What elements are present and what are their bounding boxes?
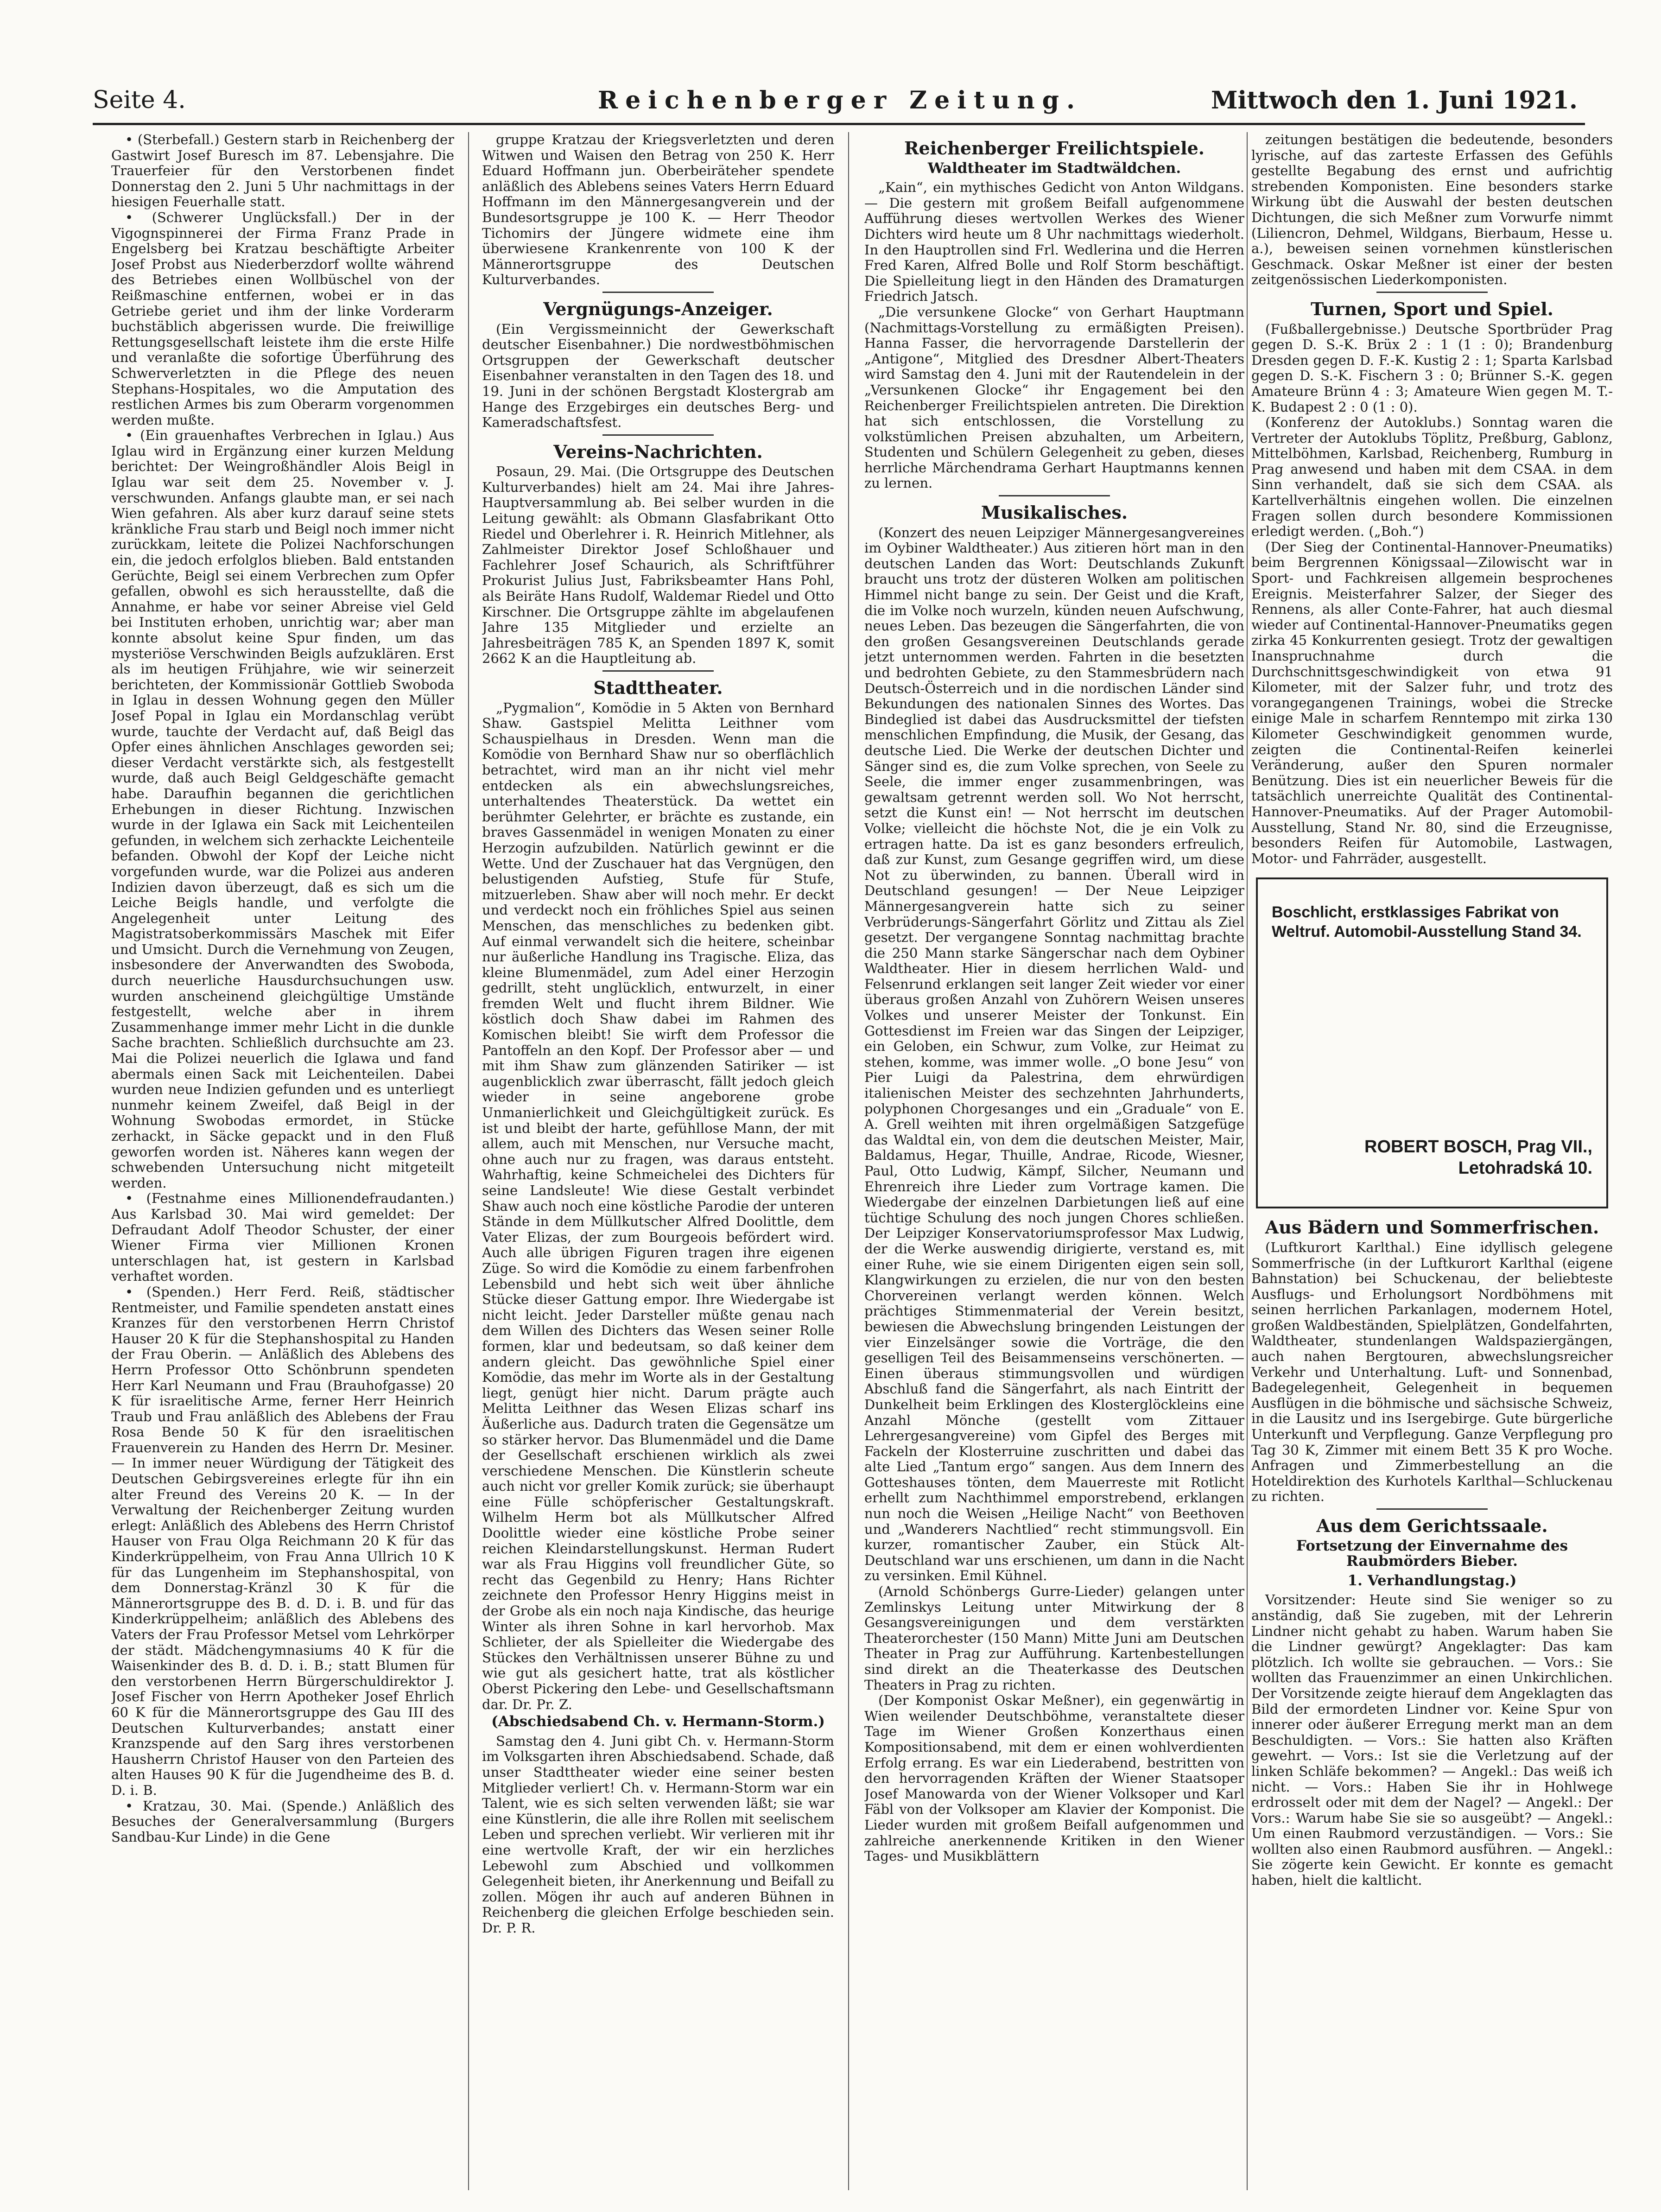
section-rule (1376, 1508, 1488, 1510)
article-continental: (Der Sieg der Continental-Hannover-Pneumatiks) beim Bergrennen Königssaal—Zilowischt war in Sport- und Fachkreisen allgemein besprochenes Ereignis. Meisterfahrer Salzer, der Sieger des Rennens, als aller Conte-Fahrer, hat auch diesmal wieder auf Continental-Hannover-Pneumatiks gegen zirka 45 Konkurrenten gesiegt. Trotz der gewaltigen Inanspruchnahme durch die Durchschnittsgeschwindigkeit von etwa 91 Kilometer, mit der Salzer fuhr, und trotz des vorangegangenen Trainings, wobei die Strecke einige Male in scharfem Renntempo mit zirka 130 Kilometer Geschwindigkeit genommen wurde, zeigten die Continental-Reifen keinerlei Veränderung, außer den Spuren normaler Benützung. Dies ist ein neuerlicher Beweis für die tatsächlich unerreichte Qualität des Continental-Hannover-Pneumatiks. Auf der Prager Automobil-Ausstellung, Stand Nr. 80, sind die Erzeugnisse, besonders Reifen für Automobile, Lastwagen, Motor- und Fahrräder, ausgestellt. (1251, 539, 1613, 866)
page-number: Seite 4. (93, 86, 186, 114)
article-versunkene-glocke: „Die versunkene Glocke“ von Gerhart Hauptmann (Nachmittags-Vorstellung zu ermäßigten Preisen). Hanna Fasser, die hervorragende Darstellerin der „Antigone“, Mitglied des Dresdner Albert-Theaters wird Samstag den 4. Juni mit der Rautendelein in der „Versunkenen Glocke“ ihr Engagement bei den Reichenberger Freilichtspielen antreten. Die Direktion hat sich entschlossen, die Vorstellung zu volkstümlichen Preisen abzuhalten, um Arbeitern, Studenten und Schülern Gelegenheit zu geben, dieses herrliche Märchendrama Gerhart Hauptmanns kennen zu lernen. (864, 304, 1244, 491)
article-autoklubs: (Konferenz der Autoklubs.) Sonntag waren die Vertreter der Autoklubs Töplitz, Preßburg, Gablonz, Mittelböhmen, Karlsbad, Reichenberg, Rumburg in Prag anwesend und haben mit dem CSAA. in dem Sinn verhandelt, daß sie sich dem CSAA. als Kartellverhältnis eingehen wollen. Die einzelnen Fragen sollen durch besondere Kommissionen erledigt werden. („Boh.“) (1251, 414, 1613, 540)
page-header (0, 83, 1661, 121)
section-heading-stadttheater: Stadttheater. (593, 677, 723, 698)
article-verbrechen-iglau: • (Ein grauenhaftes Verbrechen in Iglau.) Aus Iglau wird in Ergänzung einer kurzen Meldung berichtet: Der Weingroßhändler Alois Beigl in Iglau war seit dem 25. November v. J. verschwunden. Anfangs glaubte man, er sei nach Wien gefahren. Als aber kurz darauf seine stets kränkliche Frau starb und Beigl noch immer nicht zurückkam, leitete die Polizei Nachforschungen ein, die jedoch erfolglos blieben. Bald entstanden Gerüchte, Beigl sei einem Verbrechen zum Opfer gefallen, obwohl es sich herausstellte, daß die Annahme, er habe vor seiner Abreise viel Geld bei Instituten erhoben, unrichtig war; aber man konnte absolut keine Spur finden, um das mysteriöse Verschwinden Beigls aufzuklären. Erst als im heutigen Frühjahre, wie wir seinerzeit berichteten, der Kommissionär Gottlieb Swoboda in Iglau in dessen Wohnung gegen den Müller Josef Popal in Iglau ein Mordanschlag verübt wurde, tauchte der Verdacht auf, daß Beigl das Opfer eines ähnlichen Anschlages geworden sei; dieser Verdacht verstärkte sich, als festgestellt wurde, daß auch Beigl Geldgeschäfte gemacht habe. Daraufhin begannen die gerichtlichen Erhebungen in dieser Richtung. Inzwischen wurde in der Iglawa ein Sack mit Leichenteilen gefunden, in welchem sich zerhackte Leichenteile befanden. Obwohl der Kopf der Leiche nicht vorgefunden wurde, war die Polizei aus anderen Indizien davon überzeugt, daß es sich um die Leiche Beigls handle, und verfolgte die Angelegenheit unter Leitung des Magistratsoberkommissärs Maschek mit Eifer und Umsicht. Durch die Vernehmung von Zeugen, insbesondere der Anverwandten des Swoboda, durch neuerliche Hausdurchsuchungen usw. wurden anscheinend gleichgültige Umstände festgestellt, welche aber in ihrem Zusammenhange immer mehr Licht in die dunkle Sache brachten. Schließlich durchsuchte am 23. Mai die Polizei neuerlich die Iglawa und fand abermals einen Sack mit Leichenteilen. Dabei wurden neue Indizien gefunden und es unterliegt nunmehr keinem Zweifel, daß Beigl in der Wohnung Swobodas ermordet, in Stücke zerhackt, in Säcke gepackt und in den Fluß geworfen worden ist. Näheres kann wegen der schwebenden Untersuchung nicht mitgeteilt werden. (111, 427, 454, 1191)
article-sterbefall: • (Sterbefall.) Gestern starb in Reichenberg der Gastwirt Josef Buresch im 87. Lebensjahre. Die Trauerfeier für den Verstorbenen findet Donnerstag den 2. Juni 5 Uhr nachmittags in der hiesigen Feuerhalle statt. (111, 132, 454, 210)
section-heading-vereins: Vereins-Nachrichten. (553, 441, 763, 462)
column-divider (1247, 132, 1248, 2190)
article-messner-continued: zeitungen bestätigen die bedeutende, besonders lyrische, auf das zarteste Erfassen des Gefühls gestellte Begabung des ernst und aufrichtig strebenden Komponisten. Eine besonders starke Wirkung übt die Auswahl der besten deutschen Dichtungen, die sich Meßner zum Vorwurfe nimmt (Liliencron, Dehmel, Wildgans, Bierbaum, Hesse u. a.), beweisen seinen vornehmen künstlerischen Geschmack. Oskar Meßner ist einer der besten zeitgenössischen Liederkomponisten. (1251, 132, 1613, 288)
article-spenden-continued: gruppe Kratzau der Kriegsverletzten und deren Witwen und Waisen den Betrag von 250 K. Herr Eduard Hoffmann jun. Oberbeiräteher spendete anläßlich des Ablebens seines Vaters Herrn Eduard Hoffmann im den Männergesangverein und der Bundesortsgruppe je 100 K. — Herr Theodor Tichomirs der Jüngere widmete eine ihm überwiesene Krankenrente von 100 K der Männerortsgruppe des Deutschen Kulturverbandes. (482, 132, 834, 288)
column-1 (111, 132, 454, 2190)
article-karlthal: (Luftkurort Karlthal.) Eine idyllisch gelegene Sommerfrische (in der Luftkurort Karlthal (eigene Bahnstation) bei Schuckenau, der beliebteste Ausflugs- und Erholungsort Nordböhmens mit seinen herrlichen Parkanlagen, modernem Hotel, großen Waldbeständen, Spielplätzen, Gondelfahrten, Waldtheater, stundenlangen Waldspaziergängen, auch nahen Bergtouren, abwechslungsreicher Verkehr und Unterhaltung. Luft- und Sonnenbad, Badegelegenheit, Gelegenheit in bequemen Ausflügen in die böhmische und sächsische Schweiz, in die Lausitz und ins Isergebirge. Gute bürgerliche Unterkunft und Verpflegung. Ganze Verpflegung pro Tag 30 K, Zimmer mit einem Bett 35 K pro Woche. Anfragen und Zimmerbestellung an die Hoteldirektion des Kurhotels Karlthal—Schluckenau zu richten. (1251, 1239, 1613, 1505)
article-pygmalion: „Pygmalion“, Komödie in 5 Akten von Bernhard Shaw. Gastspiel Melitta Leithner vom Schauspielhaus in Dresden. Wenn man die Komödie von Bernhard Shaw nur so oberflächlich betrachtet, wird man an ihr nicht viel mehr entdecken als ein abwechslungsreiches, unterhaltendes Theaterstück. Da wettet ein berühmter Gelehrter, er brächte es zustande, ein braves Gassenmädel in wenigen Monaten zu einer Herzogin aufzubilden. Natürlich gewinnt er die Wette. Und der Zuschauer hat das Vergnügen, den belustigenden Aufstieg, Stufe für Stufe, mitzuerleben. Shaw aber will noch mehr. Er deckt und verdeckt noch ein fröhliches Spiel aus seinen Menschen, das menschliches zu bedenken gibt. Auf einmal verwandelt sich die heitere, scheinbar nur äußerliche Handlung ins Tragische. Eliza, das kleine Blumenmädel, zum Adel einer Herzogin gedrillt, steht unglücklich, entwurzelt, in einer fremden Welt und flucht ihrem Bildner. Wie köstlich doch Shaw dabei im Rahmen des Komischen bleibt! Sie wirft dem Professor die Pantoffeln an den Kopf. Der Professor aber — und mit ihm Shaw zum glänzenden Satiriker — ist augenblicklich zwar überrascht, fällt jedoch gleich wieder in seine angeborene grobe Unmanierlichkeit und Gleichgültigkeit zurück. Es ist und bleibt der harte, gefühllose Mann, der mit allem, auch mit Menschen, nur Versuche macht, ohne auch nur zu fragen, was daraus entsteht. Wahrhaftig, keine Schmeichelei des Dichters für seine Landsleute! Wie diese Gestalt verbindet Shaw auch noch eine köstliche Parodie der unteren Stände in dem Müllkutscher Alfred Doolittle, dem Vater Elizas, der zum Bourgeois befördert wird. Auch alle übrigen Figuren tragen ihre eigenen Züge. So wird die Komödie zu einem farbenfrohen Lebensbild und hebt sich weit über ähnliche Stücke dieser Gattung empor. Ihre Wiedergabe ist nicht leicht. Jeder Darsteller müßte genau nach dem Willen des Dichters das Wesen seiner Rolle formen, klar und bedeutsam, so daß keiner dem andern gleicht. Das gewöhnliche Spiel einer Komödie, das mehr im Worte als in der Gestaltung liegt, genügt hier nicht. Darum prägte auch Melitta Leithner das Wesen Elizas scharf ins Äußerliche aus. Dadurch traten die Gegensätze um so stärker hervor. Das Blumenmädel und die Dame der Gesellschaft erschienen wirklich als zwei verschiedene Menschen. Die Künstlerin scheute auch nicht vor greller Komik zurück; sie überhaupt eine Fülle schöpferischer Gestaltungskraft. Wilhelm Herm bot als Müllkutscher Alfred Doolittle wieder eine köstliche Probe seiner reichen Kleindarstellungskunst. Herman Rudert war als Frau Higgins voll freundlicher Güte, so recht das Gegenbild zu Henry; Hans Richter zeichnete den Professor Henry Higgins meist in der Grobe als ein noch naja Kindische, das heurige Winter als ihren Sohne in karl hervorhob. Max Schlieter, der als Spielleiter die Wiedergabe des Stückes den Verhältnissen unserer Bühne zu und wie gut als gesichert hatte, trat als köstlicher Oberst Pickering den Lebe- und Gesellschaftsmann dar. Dr. Pr. Z. (482, 699, 834, 1712)
subheading-verhandlungstag: 1. Verhandlungstag.) (1347, 1572, 1517, 1589)
section-heading-vergnuegungs: Vergnügungs-Anzeiger. (543, 298, 773, 319)
column-divider (468, 132, 469, 2190)
bosch-advertisement (1256, 877, 1608, 1208)
subheading-bieber: Fortsetzung der Einvernahme des Raubmörders Bieber. (1296, 1537, 1568, 1570)
article-gurre-lieder: (Arnold Schönbergs Gurre-Lieder) gelangen unter Zemlinskys Leitung unter Mitwirkung der 8 Gesangsvereinigungen und dem verstärkten Theaterorchester (150 Mann) Mitte Juni am Deutschen Theater in Prag zur Aufführung. Kartenbestellungen sind direkt an die Theaterkasse des Deutschen Theaters in Prag zu richten. (864, 1583, 1244, 1693)
article-kratzau: • Kratzau, 30. Mai. (Spende.) Anläßlich des Besuches der Generalversammlung (Burgers Sandbau-Kur Linde) in die Gene (111, 1798, 454, 1845)
article-unglucksfall: • (Schwerer Unglücksfall.) Der in der Vigognspinnerei der Firma Franz Prade in Engelsberg bei Kratzau beschäftigte Arbeiter Josef Probst aus Niederberzdorf wollte während des Betriebes einen Wollbüschel von der Reißmaschine entfernen, wobei er in das Getriebe geriet und ihm der linke Vorderarm buchstäblich abgerissen wurde. Die freiwillige Rettungsgesellschaft leistete ihm die erste Hilfe und veranlaßte die sofortige Überführung des Schwerverletzten in die Pflege des neuen Stephans-Hospitales, wo die Amputation des restlichen Armes bis zum Oberarm vorgenommen werden mußte. (111, 209, 454, 428)
section-heading-musikalisches: Musikalisches. (981, 502, 1128, 523)
section-rule (602, 434, 714, 436)
article-fussball: (Fußballergebnisse.) Deutsche Sportbrüder Prag gegen D. S.-K. Brüx 2 : 1 (1 : 0); Brandenburg Dresden gegen D. F.-K. Kustig 2 : 1; Sparta Karlsbad gegen D. S.-K. Fischern 3 : 0; Brünner S.-K. gegen Amateure Brünn 4 : 3; Amateure Wien gegen M. T.-K. Budapest 2 : 0 (1 : 0). (1251, 321, 1613, 415)
article-kain: „Kain“, ein mythisches Gedicht von Anton Wildgans. — Die gestern mit großem Beifall aufgenommene Aufführung dieses wertvollen Werkes des Wiener Dichters wird heute um 8 Uhr nachmittags wiederholt. In den Hauptrollen sind Frl. Wedlerina und die Herren Fred Karen, Alfred Bolle und Rolf Storm beschäftigt. Die Spielleitung liegt in den Händen des Dramaturgen Friedrich Jatsch. (864, 179, 1244, 305)
section-rule (602, 292, 714, 293)
ad-headline: Boschlicht, erstklassiges Fabrikat von Weltruf. Automobil-Ausstellung Stand 34. (1272, 903, 1582, 941)
ad-address: ROBERT BOSCH, Prag VII., Letohradská 10. (1364, 1137, 1592, 1178)
article-eisenbahner: (Ein Vergissmeinnicht der Gewerkschaft deutscher Eisenbahner.) Die nordwestböhmischen Ortsgruppen der Gewerkschaft deutscher Eisenbahner veranstalten in den Tagen des 18. und 19. Juni in der schönen Bergstadt Klostergrab am Hange des Erzgebirges ein deutsches Berg- und Kameradschaftsfest. (482, 321, 834, 431)
subheading-waldtheater: Waldtheater im Stadtwäldchen. (927, 159, 1181, 177)
issue-date: Mittwoch den 1. Juni 1921. (1211, 86, 1578, 114)
masthead: Reichenberger Zeitung. (598, 86, 1083, 114)
article-festnahme: • (Festnahme eines Millionendefraudanten.) Aus Karlsbad 30. Mai wird gemeldet: Der Defraudant Adolf Theodor Schuster, der einer Wiener Firma vier Millionen Kronen unterschlagen hat, ist gestern in Karlsbad verhaftet worden. (111, 1190, 454, 1284)
article-leipziger-konzert: (Konzert des neuen Leipziger Männergesangvereines im Oybiner Waldtheater.) Aus zitieren hört man in den deutschen Landen das Wort: Deutschlands Zukunft braucht uns trotz der düsteren Wolken am politischen Himmel nicht bange zu sein. Der Geist und die Kraft, die im Volke noch wurzeln, künden neuen Aufschwung, neues Leben. Das bezeugen die Sängerfahrten, die von den großen Gesangsvereinen Deutschlands gerade jetzt unternommen werden. Fahrten in die besetzten und bedrohten Gebiete, zu den Stammesbrüdern nach Deutsch-Österreich und in die nordischen Länder sind Bekundungen des nationalen Sinnes des Wortes. Das Bindeglied ist dabei das Ausdrucksmittel der tiefsten menschlichen Empfindung, die Musik, der Gesang, das deutsche Lied. Die Werke der deutschen Dichter und Sänger sind es, die zum Volke sprechen, von Seele zu Seele, die immer enger zusammenbringen, was gewaltsam getrennt werden soll. Wo Not herrscht, setzt die Kunst ein! — Not herrscht im deutschen Volke; vielleicht die höchste Not, die je ein Volk zu ertragen hatte. Da ist es ganz besonders erfreulich, daß zur Kunst, zum Gesange gegriffen wird, um diese Not zu überwinden, zu bannen. Überall wird in Deutschland gesungen! — Der Neue Leipziger Männergesangverein hatte sich zu seiner Verbrüderungs-Sängerfahrt Görlitz und Zittau als Ziel gesetzt. Der vergangene Sonntag nachmittag brachte die 250 Mann starke Sängerschar nach dem Oybiner Waldtheater. Hier in diesem herrlichen Wald- und Felsenrund erklangen seit langer Zeit wieder vor einer überaus großen Anzahl von Zuhörern Weisen unseres Volkes und unserer Meister der Tonkunst. Ein Gottesdienst im Freien war das Singen der Leipziger, ein Geloben, ein Schwur, zum Volke, zur Heimat zu stehen, komme, was immer wolle. „O bone Jesu“ von Pier Luigi da Palestrina, dem ehrwürdigen italienischen Meister des sechzehnten Jahrhunderts, polyphonen Chorgesanges und ein „Graduale“ von E. A. Grell weihten mit ihren orgelmäßigen Satzgefüge das Waldtal ein, von dem die deutschen Meister, Mair, Baldamus, Hegar, Thuille, Andrae, Ricode, Wiesner, Paul, Otto Ludwig, Kämpf, Silcher, Neumann und Ehrenreich ihre Lieder zum Vortrage kamen. Die Wiedergabe der einzelnen Darbietungen ließ auf eine tüchtige Schulung des noch jungen Chores schließen. Der Leipziger Konservatoriumsprofessor Max Ludwig, der die Werke auswendig dirigierte, verstand es, mit einer Ruhe, wie sie einem Dirigenten eigen sein soll, Klangwirkungen zu erzielen, die nur von den besten Chorvereinen verlangt werden können. Welch prächtiges Stimmenmaterial der Verein besitzt, bewiesen die Abwechslung bringenden Leistungen der vier Einzelsänger sowie die Vorträge, die den geselligen Teil des Beisammenseins verschönerten. — Einen überaus stimmungsvollen und würdigen Abschluß fand die Sängerfahrt, als nach Eintritt der Dunkelheit beim Erklingen des Klosterglöckleins eine Anzahl Mönche (gestellt vom Zittauer Lehrergesangvereine) vom Gipfel des Berges mit Fackeln der Klosterruine zuschritten und dabei das alte Lied „Tantum ergo“ sangen. Aus dem Innern des Gotteshauses tönten, dem Mauerreste mit Rotlicht erhellt zum Nachthimmel emporstrebend, erklangen nun noch die Weisen „Heilige Nacht“ von Beethoven und „Wanderers Nachtlied“ recht stimmungsvoll. Ein kurzer, romantischer Zauber, ein Stück Alt-Deutschland war uns erschienen, um dann in die Nacht zu versinken. Emil Kühnel. (864, 524, 1244, 1584)
column-3 (864, 132, 1244, 2190)
header-rule (93, 123, 1585, 125)
section-heading-gerichtssaal: Aus dem Gerichtssaale. (1316, 1515, 1548, 1536)
subheading-abschiedsabend: (Abschiedsabend Ch. v. Hermann-Storm.) (491, 1713, 825, 1730)
section-heading-freilichtspiele: Reichenberger Freilichtspiele. (904, 138, 1205, 159)
article-abschiedsabend: Samstag den 4. Juni gibt Ch. v. Hermann-Storm im Volksgarten ihren Abschiedsabend. Schade, daß unser Stadttheater wieder eine seiner besten Mitglieder verliert! Ch. v. Hermann-Storm war ein Talent, wie es sich selten verwenden läßt; sie war eine Künstlerin, die alle ihre Rollen mit seelischem Leben und sprechen verliebt. Wir verlieren mit ihr eine wertvolle Kraft, der wir ein herzliches Lebewohl zum Abschied und vollkommen Gelegenheit bieten, ihr Anerkennung und Beifall zu zollen. Mögen ihr auch auf anderen Bühnen in Reichenberg die gleichen Erfolge beschieden sein. Dr. P. R. (482, 1733, 834, 1936)
column-4 (1251, 132, 1613, 2190)
section-rule (602, 670, 714, 672)
section-heading-baeder: Aus Bädern und Sommerfrischen. (1265, 1217, 1599, 1238)
section-rule (999, 495, 1110, 496)
column-divider (848, 132, 849, 2190)
article-spenden: • (Spenden.) Herr Ferd. Reiß, städtischer Rentmeister, und Familie spendeten anstatt eines Kranzes für den verstorbenen Herrn Christof Hauser 20 K für die Stephanshospital zu Handen der Frau Oberin. — Anläßlich des Ablebens des Herrn Professor Otto Schönbrunn spendeten Herr Karl Neumann und Frau (Brauhofgasse) 20 K für israelitische Arme, ferner Herr Heinrich Traub und Frau anläßlich des Ablebens der Frau Rosa Bende 50 K für den israelitischen Frauenverein zu Handen des Herrn Dr. Mesiner. — In immer neuer Würdigung der Tätigkeit des Deutschen Gebirgsvereines erlegte für ihn ein alter Freund des Vereins 20 K. — In der Verwaltung der Reichenberger Zeitung wurden erlegt: Anläßlich des Ablebens des Herrn Christof Hauser von Frau Olga Reichmann 20 K für das Kinderkrüppelheim, von Frau Anna Ullrich 10 K für das Lungenheim im Stephanshospital, von dem Donnerstag-Kränzl 30 K für die Männerortsgruppe des B. d. D. i. B. und für das Kinderkrüppelheim; anläßlich des Ablebens des Vaters der Frau Professor Metsel vom Lehrkörper der städt. Mädchengymnasiums 40 K für die Waisenkinder des B. d. D. i. B.; statt Blumen für den verstorbenen Herrn Bürgerschuldirektor J. Josef Fischer von Herrn Apotheker Josef Ehrlich 60 K für die Männerortsgruppe des Gau III des Deutschen Kulturverbandes; anstatt einer Kranzspende auf den Sarg ihres verstorbenen Hausherrn Christof Hauser von den Parteien des alten Hauses 90 K für die Jugendheime des B. d. D. i. B. (111, 1284, 454, 1798)
article-posaun: Posaun, 29. Mai. (Die Ortsgruppe des Deutschen Kulturverbandes) hielt am 24. Mai ihre Jahres-Hauptversammlung ab. Bei selber wurden in die Leitung gewählt: als Obmann Glasfabrikant Otto Riedel und Oberlehrer i. R. Heinrich Mitlehner, als Zahlmeister Direktor Josef Schloßhauer und Fachlehrer Josef Schaurich, als Schriftführer Prokurist Julius Just, Fabriksbeamter Hans Pohl, als Beiräte Hans Rudolf, Waldemar Riedel und Otto Kirschner. Die Ortsgruppe zählte im abgelaufenen Jahre 135 Mitglieder und erzielte an Jahresbeiträgen 785 K, an Spenden 1897 K, somit 2662 K an die Hauptleitung ab. (482, 464, 834, 667)
article-verhandlung: Vorsitzender: Heute sind Sie weniger so zu anständig, daß Sie zugeben, mit der Lehrerin Lindner nicht gehabt zu haben. Warum haben Sie die Lindner gewürgt? Angeklagter: Das kam plötzlich. Ich wollte sie gebrauchen. — Vors.: Sie wollten das Frauenzimmer an einen Unkirchlichen. Der Vorsitzende zeigte hierauf dem Angeklagten das Bild der ermordeten Lindner vor. Keine Spur von innerer oder äußerer Erregung merkt man an dem Beschuldigten. — Vors.: Sie hatten also Kräften gewehrt. — Vors.: Ist sie die Verletzung auf der linken Schläfe bekommen? — Angekl.: Das weiß ich nicht. — Vors.: Haben Sie ihr in Hohlwege erdrosselt oder mit dem der Nagel? — Angekl.: Der Vors.: Warum habe Sie sie so ausgeübt? — Angekl.: Um einen Raubmord verzuständigen. — Vors.: Sie wollten also einen Raubmord ausführen. — Angekl.: Sie zögerte kein Gewicht. Er konnte es gemacht haben, hielt die kaltlicht. (1251, 1592, 1613, 1888)
section-rule (1376, 292, 1488, 293)
section-heading-sport: Turnen, Sport und Spiel. (1311, 298, 1553, 319)
column-2 (482, 132, 834, 2190)
article-oskar-messner: (Der Komponist Oskar Meßner), ein gegenwärtig in Wien weilender Deutschböhme, veranstaltete dieser Tage im Wiener Großen Konzerthaus einen Kompositionsabend, mit dem er einen wohlverdienten Erfolg errang. Es war ein Liederabend, bestritten von den hervorragenden Kräften der Wiener Staatsoper Josef Manowarda von der Wiener Volksoper und Karl Fäbl von der Volksoper am Klavier der Komponist. Die Lieder wurden mit großem Beifall aufgenommen und zahlreiche anerkennende Kritiken in den Wiener Tages- und Musikblättern (864, 1692, 1244, 1864)
